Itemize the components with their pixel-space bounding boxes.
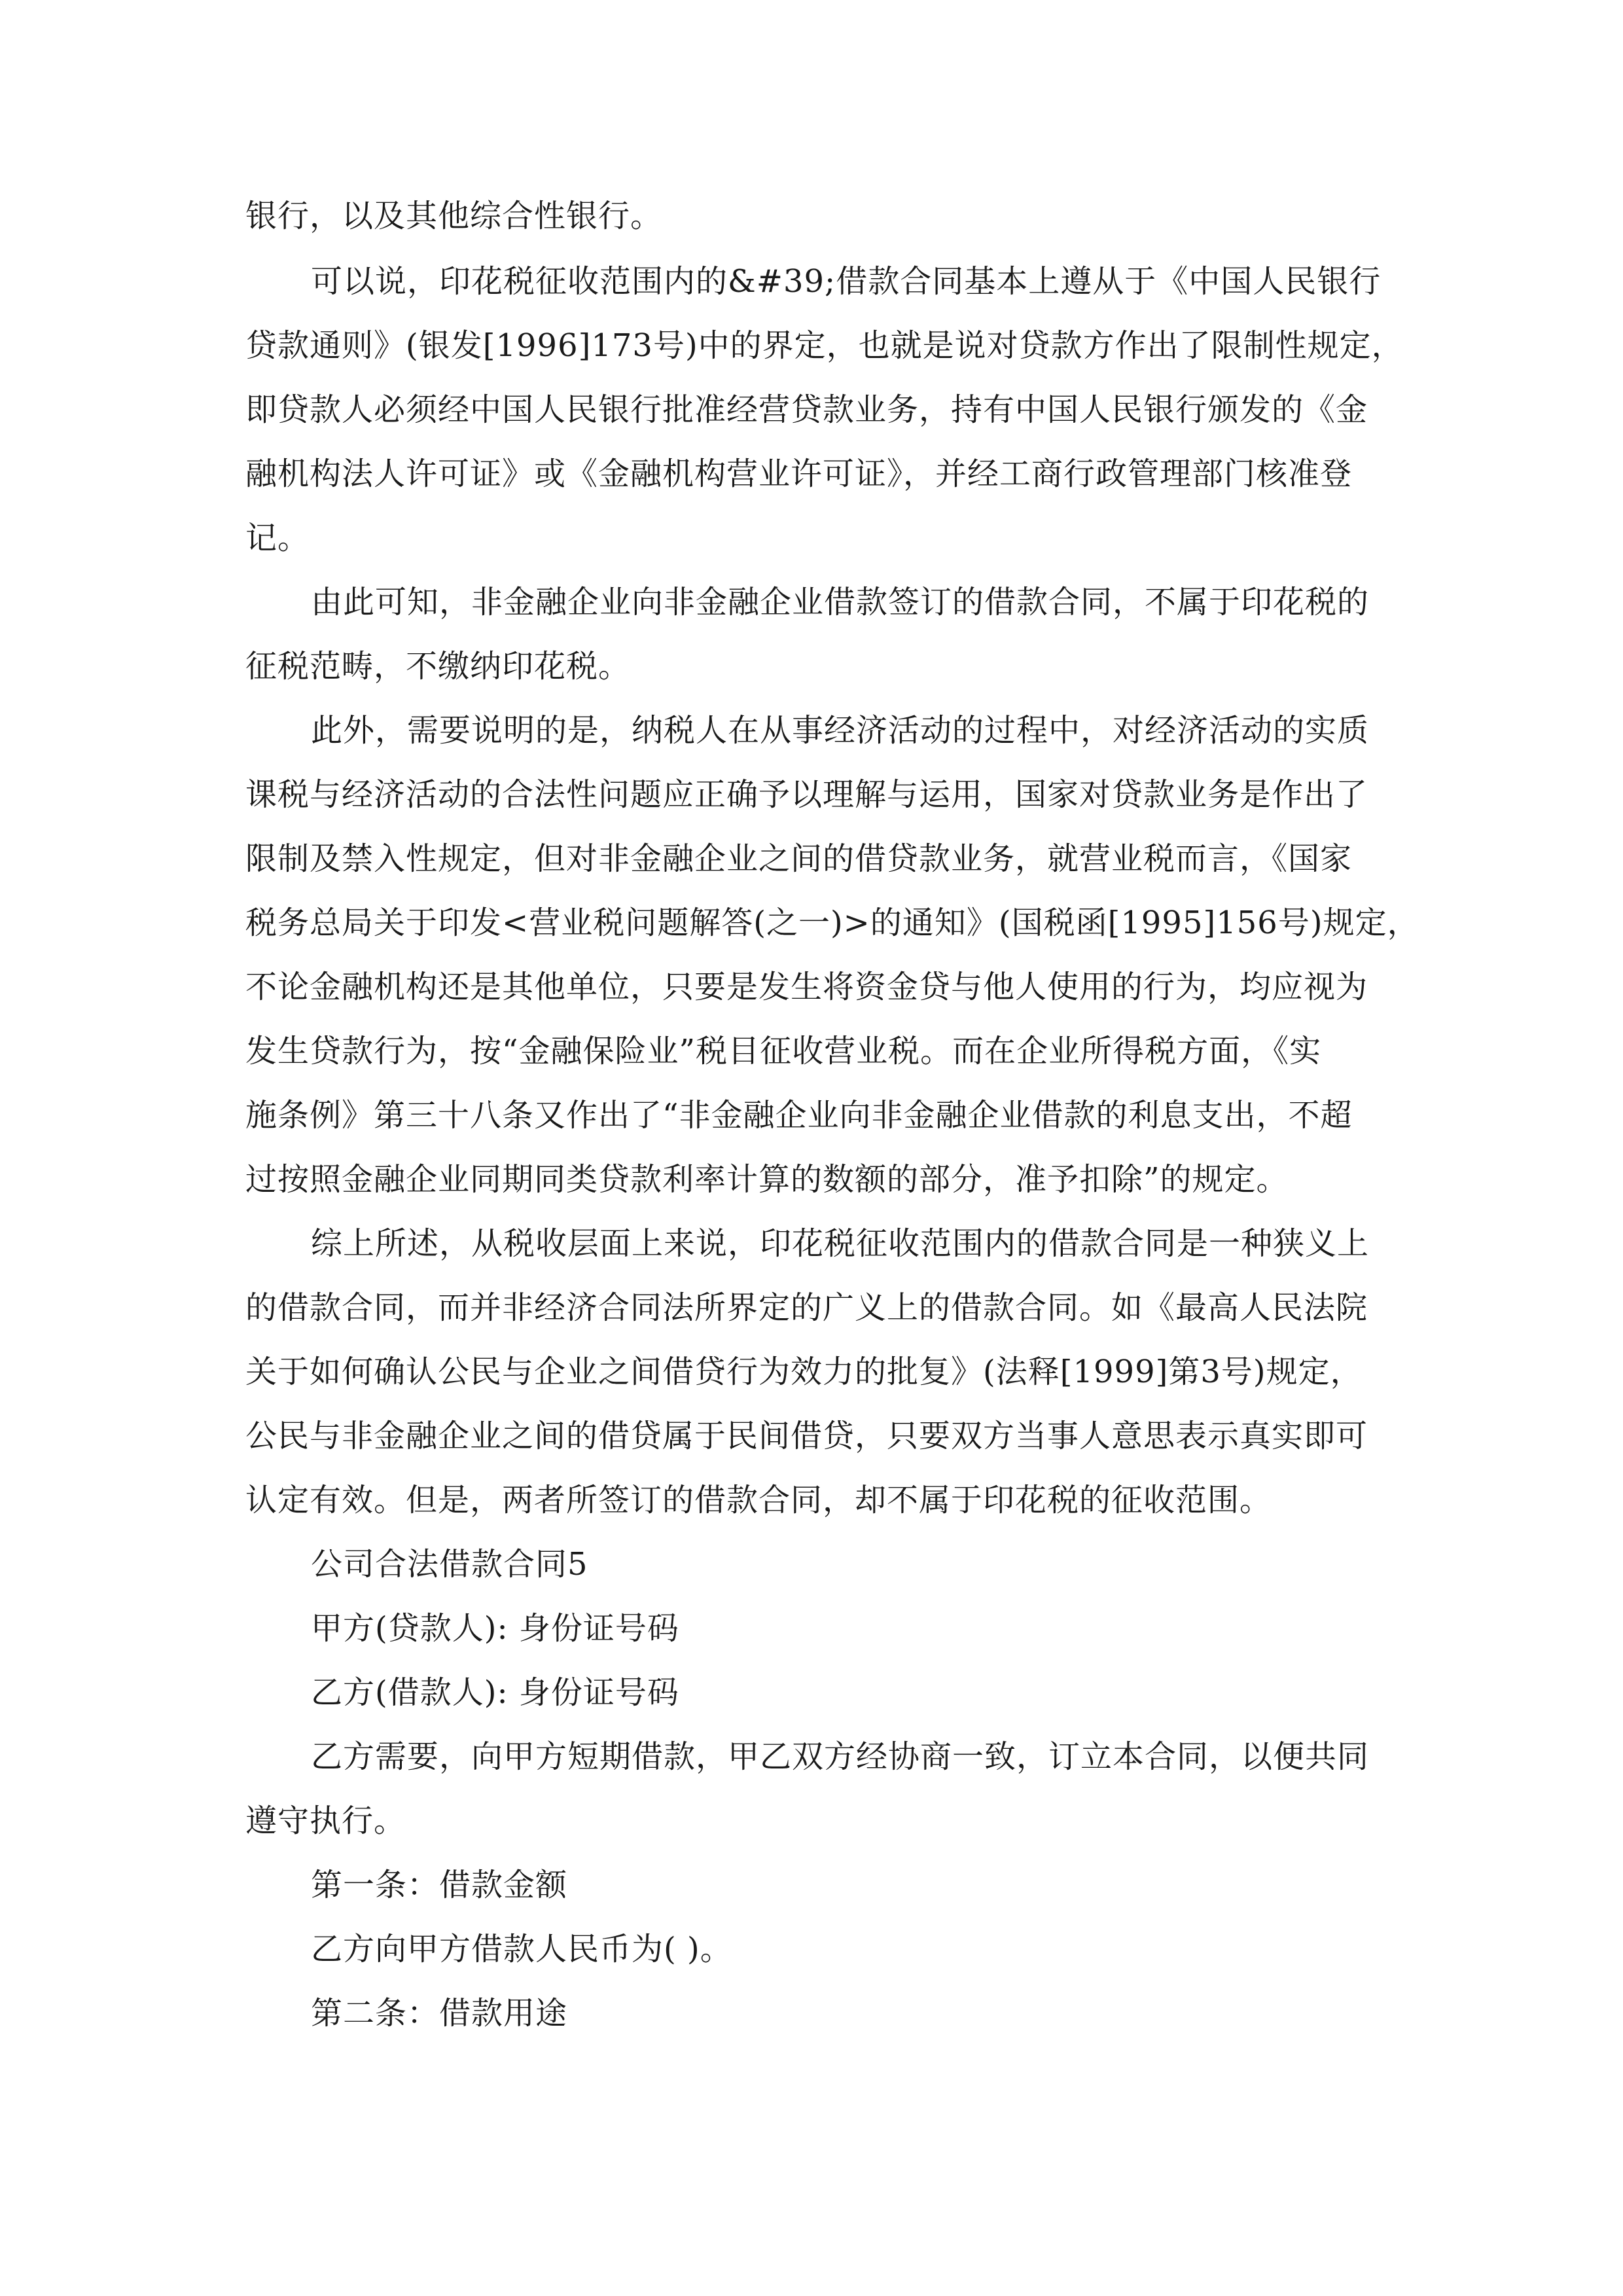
paragraph-start: 此外，需要说明的是，纳税人在从事经济活动的过程中，对经济活动的实质 xyxy=(311,712,1370,749)
text-line: 发生贷款行为，按“金融保险业”税目征收营业税。而在企业所得税方面，《实 xyxy=(245,1033,1322,1069)
paragraph-start: 乙方需要，向甲方短期借款，甲乙双方经协商一致，订立本合同，以便共同 xyxy=(311,1738,1370,1775)
text-line: 银行，以及其他综合性银行。 xyxy=(245,198,663,234)
text-line: 课税与经济活动的合法性问题应正确予以理解与运用，国家对贷款业务是作出了 xyxy=(245,776,1368,813)
text-line: 融机构法人许可证》或《金融机构营业许可证》，并经工商行政管理部门核准登 xyxy=(245,456,1353,492)
paragraph-start: 综上所述，从税收层面上来说，印花税征收范围内的借款合同是一种狭义上 xyxy=(311,1225,1370,1262)
text-line: 遵守执行。 xyxy=(245,1803,406,1839)
paragraph-start: 乙方向甲方借款人民币为( )。 xyxy=(311,1931,732,1967)
text-line: 记。 xyxy=(245,520,310,556)
borrower-line: 乙方(借款人): 身份证号码 xyxy=(311,1674,679,1711)
text-line: 限制及禁入性规定，但对非金融企业之间的借贷款业务，就营业税而言，《国家 xyxy=(245,840,1353,877)
text-line: 过按照金融企业同期同类贷款利率计算的数额的部分，准予扣除”的规定。 xyxy=(245,1161,1289,1198)
text-line: 的借款合同，而并非经济合同法所界定的广义上的借款合同。如《最高人民法院 xyxy=(245,1289,1368,1326)
text-line: 关于如何确认公民与企业之间借贷行为效力的批复》(法释[1999]第3号)规定， xyxy=(245,1354,1363,1390)
text-line: 贷款通则》(银发[1996]173号)中的界定，也就是说对贷款方作出了限制性规定， xyxy=(245,327,1404,364)
article-heading: 第一条：借款金额 xyxy=(311,1867,568,1903)
text-line: 公民与非金融企业之间的借贷属于民间借贷，只要双方当事人意思表示真实即可 xyxy=(245,1418,1368,1454)
text-line: 即贷款人必须经中国人民银行批准经营贷款业务，持有中国人民银行颁发的《金 xyxy=(245,391,1368,428)
paragraph-start: 由此可知，非金融企业向非金融企业借款签订的借款合同，不属于印花税的 xyxy=(311,584,1370,620)
paragraph-start: 可以说，印花税征收范围内的&#39;借款合同基本上遵从于《中国人民银行 xyxy=(311,263,1382,300)
text-line: 不论金融机构还是其他单位，只要是发生将资金贷与他人使用的行为，均应视为 xyxy=(245,969,1368,1005)
lender-line: 甲方(贷款人): 身份证号码 xyxy=(311,1610,679,1647)
text-line: 征税范畴，不缴纳印花税。 xyxy=(245,648,631,685)
text-line: 认定有效。但是，两者所签订的借款合同，却不属于印花税的征收范围。 xyxy=(245,1482,1272,1518)
section-title: 公司合法借款合同5 xyxy=(311,1546,588,1583)
article-heading: 第二条：借款用途 xyxy=(311,1995,568,2032)
text-line: 施条例》第三十八条又作出了“非金融企业向非金融企业借款的利息支出，不超 xyxy=(245,1097,1353,1134)
text-line: 税务总局关于印发<营业税问题解答(之一)>的通知》(国税函[1995]156号)规定， xyxy=(245,905,1419,941)
